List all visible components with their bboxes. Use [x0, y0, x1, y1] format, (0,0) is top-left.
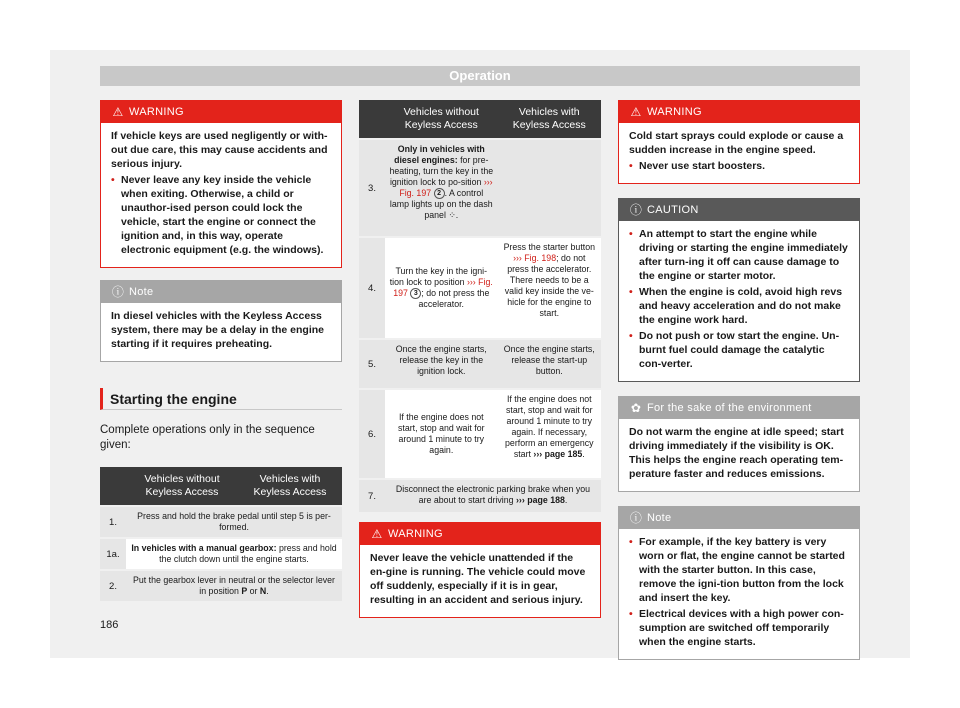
step-text-with-keyless — [498, 238, 601, 338]
step-text-body: Press the starter button — [503, 242, 595, 252]
page-reference-link[interactable]: ››› page 188 — [515, 495, 565, 505]
info-square-icon: ⓘ — [111, 285, 125, 299]
page-number: 186 — [100, 619, 119, 631]
warning-header — [360, 523, 600, 545]
table-row — [359, 480, 601, 512]
step-text-without-keyless: Once the engine starts, release the key in the ignition lock. — [385, 340, 498, 388]
environment-leaf-icon: ✿ — [630, 401, 642, 415]
step-text-body: Turn the key in the igni-tion lock to position — [389, 265, 488, 287]
step-text-end: . — [266, 586, 269, 596]
warning-box-engine-running — [359, 522, 601, 618]
step-text-with-keyless: Once the engine starts, release the start-up button. — [498, 340, 601, 388]
step-text-or: or — [247, 586, 260, 596]
step-text-body-2: . A control lamp lights up on the dash panel — [389, 188, 493, 221]
environment-body — [619, 419, 859, 491]
step-number: 2. — [100, 571, 126, 601]
step-text — [126, 571, 342, 601]
table-header-with-keyless: Vehicles with Keyless Access — [238, 467, 342, 505]
warning-text: If vehicle keys are used negligently or with-out due care, this may cause accidents and serious injury. — [111, 130, 328, 170]
note-title: Note — [129, 286, 154, 298]
note-body — [101, 303, 341, 361]
info-square-icon: ⓘ — [629, 511, 643, 525]
step-text-body: Put the gearbox lever in neutral or the selector lever in position — [133, 575, 335, 596]
warning-title: WARNING — [129, 106, 184, 118]
column-right — [618, 100, 860, 672]
page-header: Operation — [100, 66, 860, 86]
step-text-with-keyless — [498, 390, 601, 478]
warning-bullet: • Never leave any key inside the vehicle when exiting. Otherwise, a child or unauthor-ised person could lock the vehicle, start the engine or connect the ignition and, in this way, operate electronic equipment (e.g. the windows). — [111, 173, 331, 257]
note-bullet: • Electrical devices with a high power con-sumption are switched off temporarily when the engine starts. — [629, 607, 849, 649]
step-number: 7. — [359, 480, 385, 512]
step-text-end: ; do not press the accelerator. There needs to be a valid key inside the ve-hicle for the engine to start. — [504, 253, 594, 318]
warning-triangle-icon: ⚠ — [371, 527, 383, 541]
table-header-without-keyless: Vehicles without Keyless Access — [385, 100, 498, 138]
step-number: 1. — [100, 507, 126, 537]
note-header — [619, 507, 859, 529]
step-bold-lead: In vehicles with a manual gearbox: — [131, 543, 277, 553]
step-number: 3. — [359, 140, 385, 236]
page-reference-link[interactable]: ››› page 185 — [533, 449, 583, 459]
step-text-end: ; do not press the accelerator. — [418, 287, 490, 310]
steps-table-2 — [359, 98, 601, 514]
warning-title: WARNING — [647, 106, 702, 118]
note-title: Note — [647, 512, 672, 524]
step-text: Press and hold the brake pedal until step 5 is per-formed. — [126, 507, 342, 537]
caution-title: CAUTION — [647, 204, 699, 216]
warning-body — [101, 123, 341, 267]
table-row — [359, 140, 601, 236]
table-row — [359, 340, 601, 388]
step-number: 1a. — [100, 539, 126, 569]
environment-text: Do not warm the engine at idle speed; start driving immediately if the visibility is OK. This helps the engine reach operating tem-perature faster and reduces emissions. — [629, 426, 844, 480]
warning-header — [101, 101, 341, 123]
step-bold-lead: Only in vehicles with diesel engines: — [394, 144, 485, 165]
table-header-number — [100, 467, 126, 505]
note-header — [101, 281, 341, 303]
caution-bullet: • An attempt to start the engine while driving or starting the engine immediately after turn-ing it off can cause damage to the engine or starter motor. — [629, 227, 849, 283]
step-text-body: If the engine does not start, stop and wait for around 1 minute to try again. If necessary, perform an emergency start — [505, 394, 594, 459]
table-row — [100, 571, 342, 601]
note-box — [100, 280, 342, 362]
step-text-without-keyless: If the engine does not start, stop and wait for around 1 minute to try again. — [385, 390, 498, 478]
column-left — [100, 100, 342, 603]
column-middle — [359, 100, 601, 630]
step-text-end: . — [582, 449, 585, 459]
environment-title: For the sake of the environment — [647, 402, 812, 414]
warning-body — [619, 123, 859, 183]
warning-title: WARNING — [388, 528, 443, 540]
step-text — [385, 480, 601, 512]
preheat-lamp-icon: ⁘ — [448, 210, 456, 221]
step-text-body: for pre-heating, turn the key in the ignition lock to po-sition — [389, 155, 494, 187]
figure-reference-link[interactable]: ››› Fig. 198 — [513, 253, 557, 263]
note-box-battery — [618, 506, 860, 660]
step-text-end: . — [455, 210, 459, 221]
position-badge: 2 — [434, 188, 445, 199]
step-text-without-keyless — [385, 140, 498, 236]
caution-header — [619, 199, 859, 221]
gear-position-n: N — [259, 586, 267, 596]
steps-table-1 — [100, 465, 342, 603]
warning-box — [100, 100, 342, 268]
step-number: 4. — [359, 238, 385, 338]
table-header-number — [359, 100, 385, 138]
environment-header — [619, 397, 859, 419]
warning-bullet: • Never use start boosters. — [629, 159, 849, 173]
step-number: 6. — [359, 390, 385, 478]
caution-body — [619, 221, 859, 381]
caution-box — [618, 198, 860, 382]
figure-reference-link[interactable]: ››› Fig. 197 — [393, 276, 493, 298]
warning-triangle-icon: ⚠ — [630, 105, 642, 119]
table-header-without-keyless: Vehicles without Keyless Access — [126, 467, 238, 505]
environment-box — [618, 396, 860, 492]
caution-bullet: • Do not push or tow start the engine. Un-burnt fuel could damage the catalytic con-verter. — [629, 329, 849, 371]
step-text-with-keyless-empty — [498, 140, 601, 236]
step-text-body: press and hold the clutch down until the engine starts. — [159, 543, 337, 564]
step-number: 5. — [359, 340, 385, 388]
warning-triangle-icon: ⚠ — [112, 105, 124, 119]
table-row — [359, 390, 601, 478]
warning-header — [619, 101, 859, 123]
section-title: Starting the engine — [100, 388, 342, 410]
gear-position-p: P — [241, 586, 248, 596]
table-row — [359, 238, 601, 338]
warning-box-cold-start — [618, 100, 860, 184]
step-text — [126, 539, 342, 569]
table-row — [100, 507, 342, 537]
section-intro: Complete operations only in the sequence given: — [100, 424, 315, 451]
position-badge: 3 — [410, 288, 421, 299]
table-header-with-keyless: Vehicles with Keyless Access — [498, 100, 601, 138]
warning-body — [360, 545, 600, 617]
warning-text: Never leave the vehicle unattended if the en-gine is running. The vehicle could move off suddenly, especially if it is in gear, resulting in an accident and serious injury. — [370, 552, 586, 606]
table-row — [100, 539, 342, 569]
note-text: In diesel vehicles with the Keyless Access system, there may be a delay in the engine starting if it requires preheating. — [111, 310, 324, 350]
table-header-row — [359, 100, 601, 138]
step-text-end: . — [564, 495, 568, 505]
figure-reference-link[interactable]: ››› Fig. 197 — [399, 177, 493, 198]
warning-text: Cold start sprays could explode or cause a sudden increase in the engine speed. — [629, 130, 844, 156]
caution-bullet: • When the engine is cold, avoid high revs and heavy acceleration and do not make the engine work hard. — [629, 285, 849, 327]
note-bullet: • For example, if the key battery is very worn or flat, the engine cannot be started with the starter button. In this case, remove the igni-tion button from the lock and insert the key. — [629, 535, 849, 605]
note-body — [619, 529, 859, 659]
table-header-row — [100, 467, 342, 505]
info-circle-icon: ⓘ — [629, 203, 643, 217]
step-text-body: Disconnect the electronic parking brake when you are about to start driving — [395, 484, 591, 505]
step-text-without-keyless — [385, 238, 498, 338]
